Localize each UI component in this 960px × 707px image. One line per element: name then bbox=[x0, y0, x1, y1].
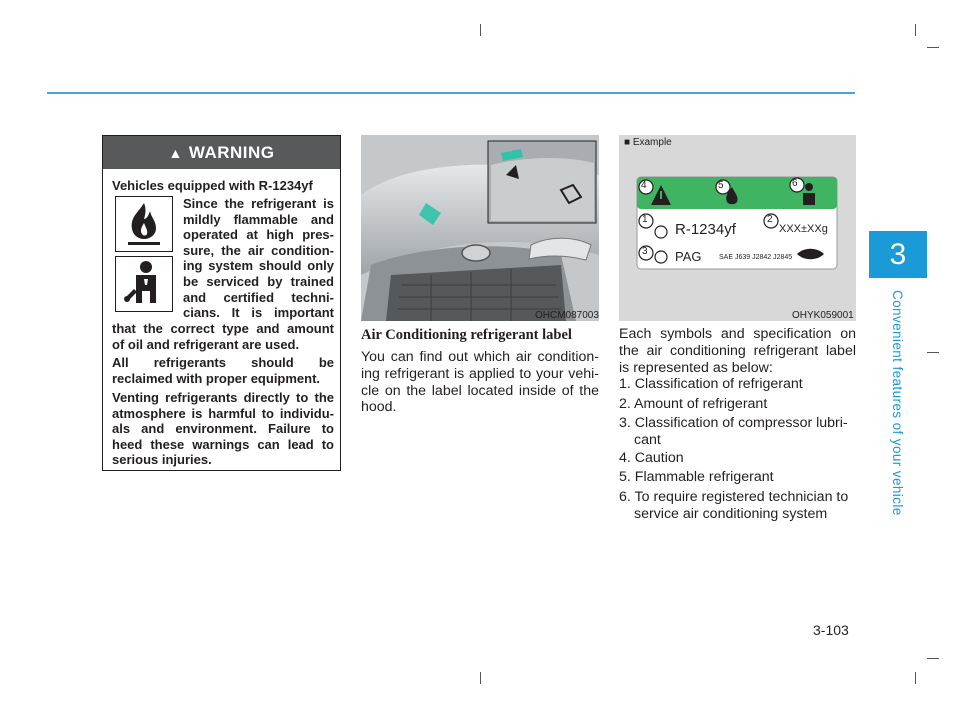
warning-line: sure, the air condition- bbox=[183, 242, 334, 258]
crop-mark bbox=[480, 672, 481, 684]
list-line: service air conditioning system bbox=[634, 505, 828, 522]
car-hood-image bbox=[361, 135, 599, 321]
list-line: 3. Classification of compressor lubri- bbox=[619, 415, 848, 431]
header-rule bbox=[47, 92, 855, 94]
technician-icon bbox=[115, 256, 173, 312]
section-heading: Air Conditioning refrigerant label bbox=[361, 327, 572, 343]
warning-line: als and environment. Failure to bbox=[112, 421, 334, 437]
page-number: 3-103 bbox=[813, 622, 849, 638]
crop-mark bbox=[915, 672, 916, 684]
warning-line: reclaimed with proper equipment. bbox=[112, 370, 321, 386]
crop-mark bbox=[480, 24, 481, 36]
refrigerant-type: R-1234yf bbox=[675, 221, 736, 238]
label-marker: 4 bbox=[641, 180, 647, 191]
spec-item-1: 1. Classification of refrigerant bbox=[619, 376, 803, 392]
paragraph-line: is represented as below: bbox=[619, 359, 773, 376]
label-marker: 1 bbox=[642, 214, 648, 225]
warning-line: atmosphere is harmful to individu- bbox=[112, 405, 334, 421]
flame-icon bbox=[115, 196, 173, 252]
spec-item-3 bbox=[619, 415, 856, 449]
label-marker: 5 bbox=[718, 180, 724, 191]
warning-line: heed these warnings can lead to bbox=[112, 436, 334, 452]
figure-code: OHCM087003 bbox=[535, 310, 599, 321]
warning-line: of oil and refrigerant are used. bbox=[112, 336, 300, 352]
warning-lead: Vehicles equipped with R-1234yf bbox=[112, 178, 313, 193]
refrigerant-label-figure bbox=[619, 135, 856, 321]
chapter-title: Convenient features of your vehicle bbox=[890, 290, 905, 516]
warning-line: Venting refrigerants directly to the bbox=[112, 390, 334, 405]
list-line: 6. To require registered technician to bbox=[619, 489, 849, 505]
warning-header bbox=[103, 136, 340, 169]
sae-standards: SAE J639 J2842 J2845 bbox=[719, 254, 793, 261]
warning-line: that the correct type and amount bbox=[112, 321, 334, 336]
warning-line: ing system should only bbox=[183, 258, 334, 274]
spec-intro bbox=[619, 326, 856, 376]
paragraph-line: Each symbols and specification on bbox=[619, 326, 856, 342]
warning-paragraph-3 bbox=[112, 390, 334, 468]
label-marker: 6 bbox=[792, 178, 798, 189]
paragraph-line: the air conditioning refrigerant label bbox=[619, 342, 856, 359]
refrigerant-amount: XXX±XXg bbox=[779, 223, 828, 235]
warning-text-right bbox=[183, 196, 334, 321]
warning-line: operated at high pres- bbox=[183, 227, 334, 243]
warning-line: cians. It is important bbox=[183, 305, 334, 321]
section-paragraph bbox=[361, 349, 599, 416]
label-marker: 3 bbox=[642, 246, 648, 257]
warning-triangle-icon: ▲ bbox=[168, 145, 183, 161]
warning-line: serious injuries. bbox=[112, 452, 212, 468]
lubricant-type: PAG bbox=[675, 249, 702, 264]
crop-mark bbox=[927, 352, 939, 353]
warning-line: be serviced by trained bbox=[183, 273, 334, 289]
crop-mark bbox=[915, 24, 916, 36]
warning-line: and certified techni- bbox=[183, 289, 334, 305]
paragraph-line: hood. bbox=[361, 399, 397, 416]
figure-code: OHYK059001 bbox=[792, 310, 854, 321]
warning-line: All refrigerants should be bbox=[112, 355, 334, 370]
warning-box bbox=[102, 135, 341, 471]
warning-continuation bbox=[112, 321, 334, 352]
example-label: ■ Example bbox=[624, 137, 672, 148]
spec-item-2: 2. Amount of refrigerant bbox=[619, 396, 768, 412]
paragraph-line: You can find out which air condition- bbox=[361, 349, 599, 365]
list-line: cant bbox=[634, 431, 661, 448]
spec-item-6 bbox=[619, 489, 856, 523]
warning-title: WARNING bbox=[188, 143, 275, 162]
paragraph-line: cle on the label located inside of the bbox=[361, 382, 599, 399]
warning-paragraph-2 bbox=[112, 355, 334, 386]
spec-item-5: 5. Flammable refrigerant bbox=[619, 469, 774, 485]
warning-line: mildly flammable and bbox=[183, 211, 334, 227]
chapter-tab[interactable]: 3 bbox=[869, 231, 927, 278]
paragraph-line: ing refrigerant is applied to your vehi- bbox=[361, 365, 599, 382]
crop-mark bbox=[927, 658, 939, 659]
warning-line: Since the refrigerant is bbox=[183, 196, 334, 211]
crop-mark bbox=[927, 47, 939, 48]
spec-item-4: 4. Caution bbox=[619, 450, 684, 466]
label-marker: 2 bbox=[767, 214, 773, 225]
